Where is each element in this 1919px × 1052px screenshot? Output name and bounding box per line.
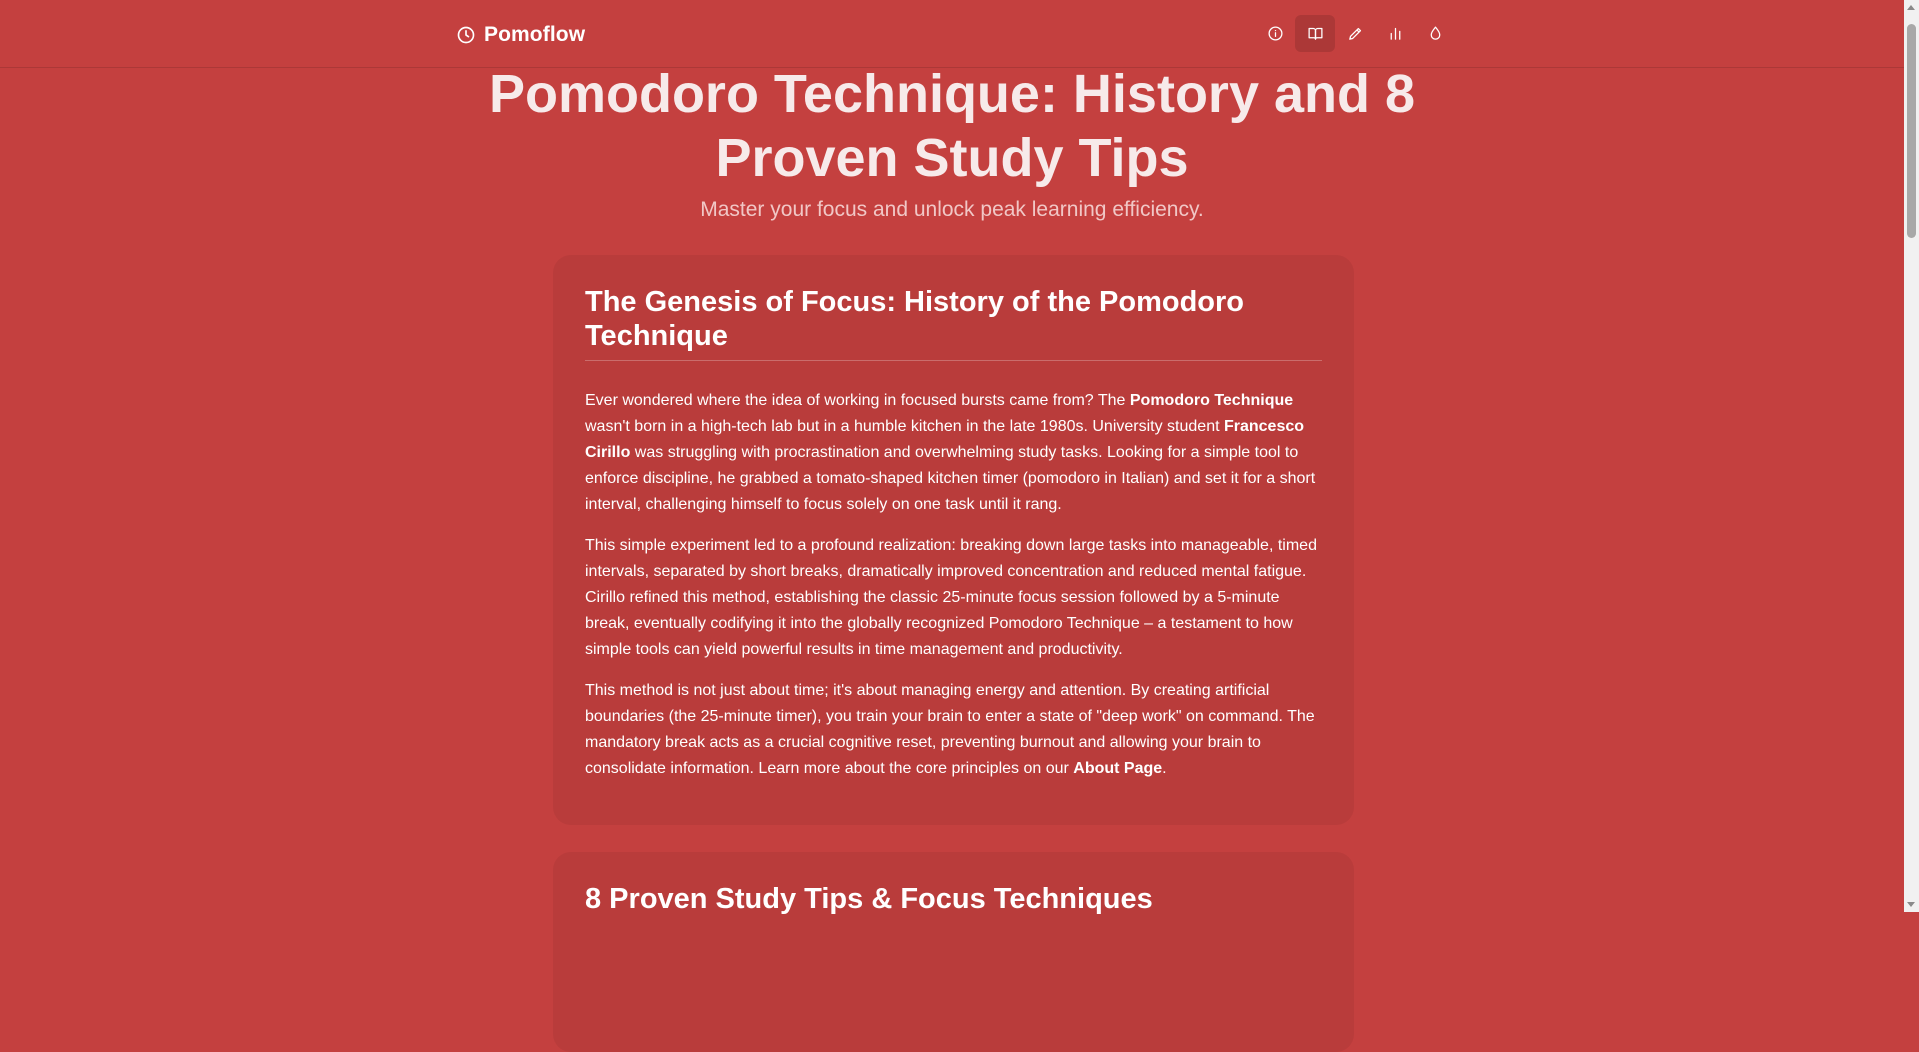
emphasis-pomodoro-technique: Pomodoro Technique <box>1129 392 1294 409</box>
nav-theme-button[interactable] <box>1415 15 1455 52</box>
scroll-up-arrow-icon[interactable] <box>1907 5 1915 10</box>
text-run: was struggling with procrastination and overwhelming study tasks. Looking for a simple tool to enforce discipline, he grabbed a tomato-shaped kitchen timer (pomodoro in Italian) and set it for a short interval, challenging himself to focus solely on one task until it rang. <box>585 444 1316 513</box>
brand-name: Pomoflow <box>484 23 586 46</box>
study-tips-card <box>553 852 1354 1052</box>
nav-about-button[interactable] <box>1255 15 1295 52</box>
page-subtitle: Master your focus and unlock peak learning efficiency. <box>700 198 1204 221</box>
clock-icon <box>456 25 476 45</box>
history-paragraph-1 <box>585 388 1322 518</box>
top-bar <box>0 0 1904 68</box>
nav-notes-button[interactable] <box>1335 15 1375 52</box>
history-heading: The Genesis of Focus: History of the Pomodoro Technique <box>585 285 1322 361</box>
study-tips-heading: 8 Proven Study Tips & Focus Techniques <box>585 883 1153 915</box>
brand-logo[interactable] <box>456 22 585 48</box>
history-card <box>553 255 1354 825</box>
text-run: . <box>1162 760 1167 777</box>
info-icon <box>1267 25 1284 42</box>
page-title: Pomodoro Technique: History and 8 Proven Study Tips <box>488 64 1416 188</box>
history-paragraph-3 <box>585 678 1322 782</box>
scrollbar-thumb[interactable] <box>1907 24 1916 238</box>
droplet-icon <box>1427 25 1444 42</box>
text-run: Ever wondered where the idea of working in focused bursts came from? The <box>585 392 1130 409</box>
scroll-down-arrow-icon[interactable] <box>1907 902 1915 907</box>
emphasis-francesco-cirillo: Francesco Cirillo <box>585 418 1305 461</box>
text-run: wasn't born in a high-tech lab but in a humble kitchen in the late 1980s. University student <box>585 418 1224 435</box>
scrollbar[interactable] <box>1904 0 1919 912</box>
nav-stats-button[interactable] <box>1375 15 1415 52</box>
nav-guide-button[interactable] <box>1295 15 1335 52</box>
header-nav <box>1255 15 1455 52</box>
text-run: This method is not just about time; it's about managing energy and attention. By creating artificial boundaries (the 25-minute timer), you train your brain to enter a state of "deep work" on command. The mandatory break acts as a crucial cognitive reset, preventing burnout and allowing your brain to consolidate information. Learn more about the core principles on our <box>585 682 1315 777</box>
bar-chart-icon <box>1387 25 1404 42</box>
about-page-link[interactable]: About Page <box>1073 760 1163 777</box>
pencil-icon <box>1347 25 1364 42</box>
book-open-icon <box>1307 25 1324 42</box>
history-paragraph-2: This simple experiment led to a profound realization: breaking down large tasks into manageable, timed intervals, separated by short breaks, dramatically improved concentration and reduced mental fatigue. Cirillo refined this method, establishing the classic 25-minute focus session followed by a 5-minute break, eventually codifying it into the globally recognized Pomodoro Technique – a testament to how simple tools can yield powerful results in time management and productivity. <box>585 537 1317 658</box>
